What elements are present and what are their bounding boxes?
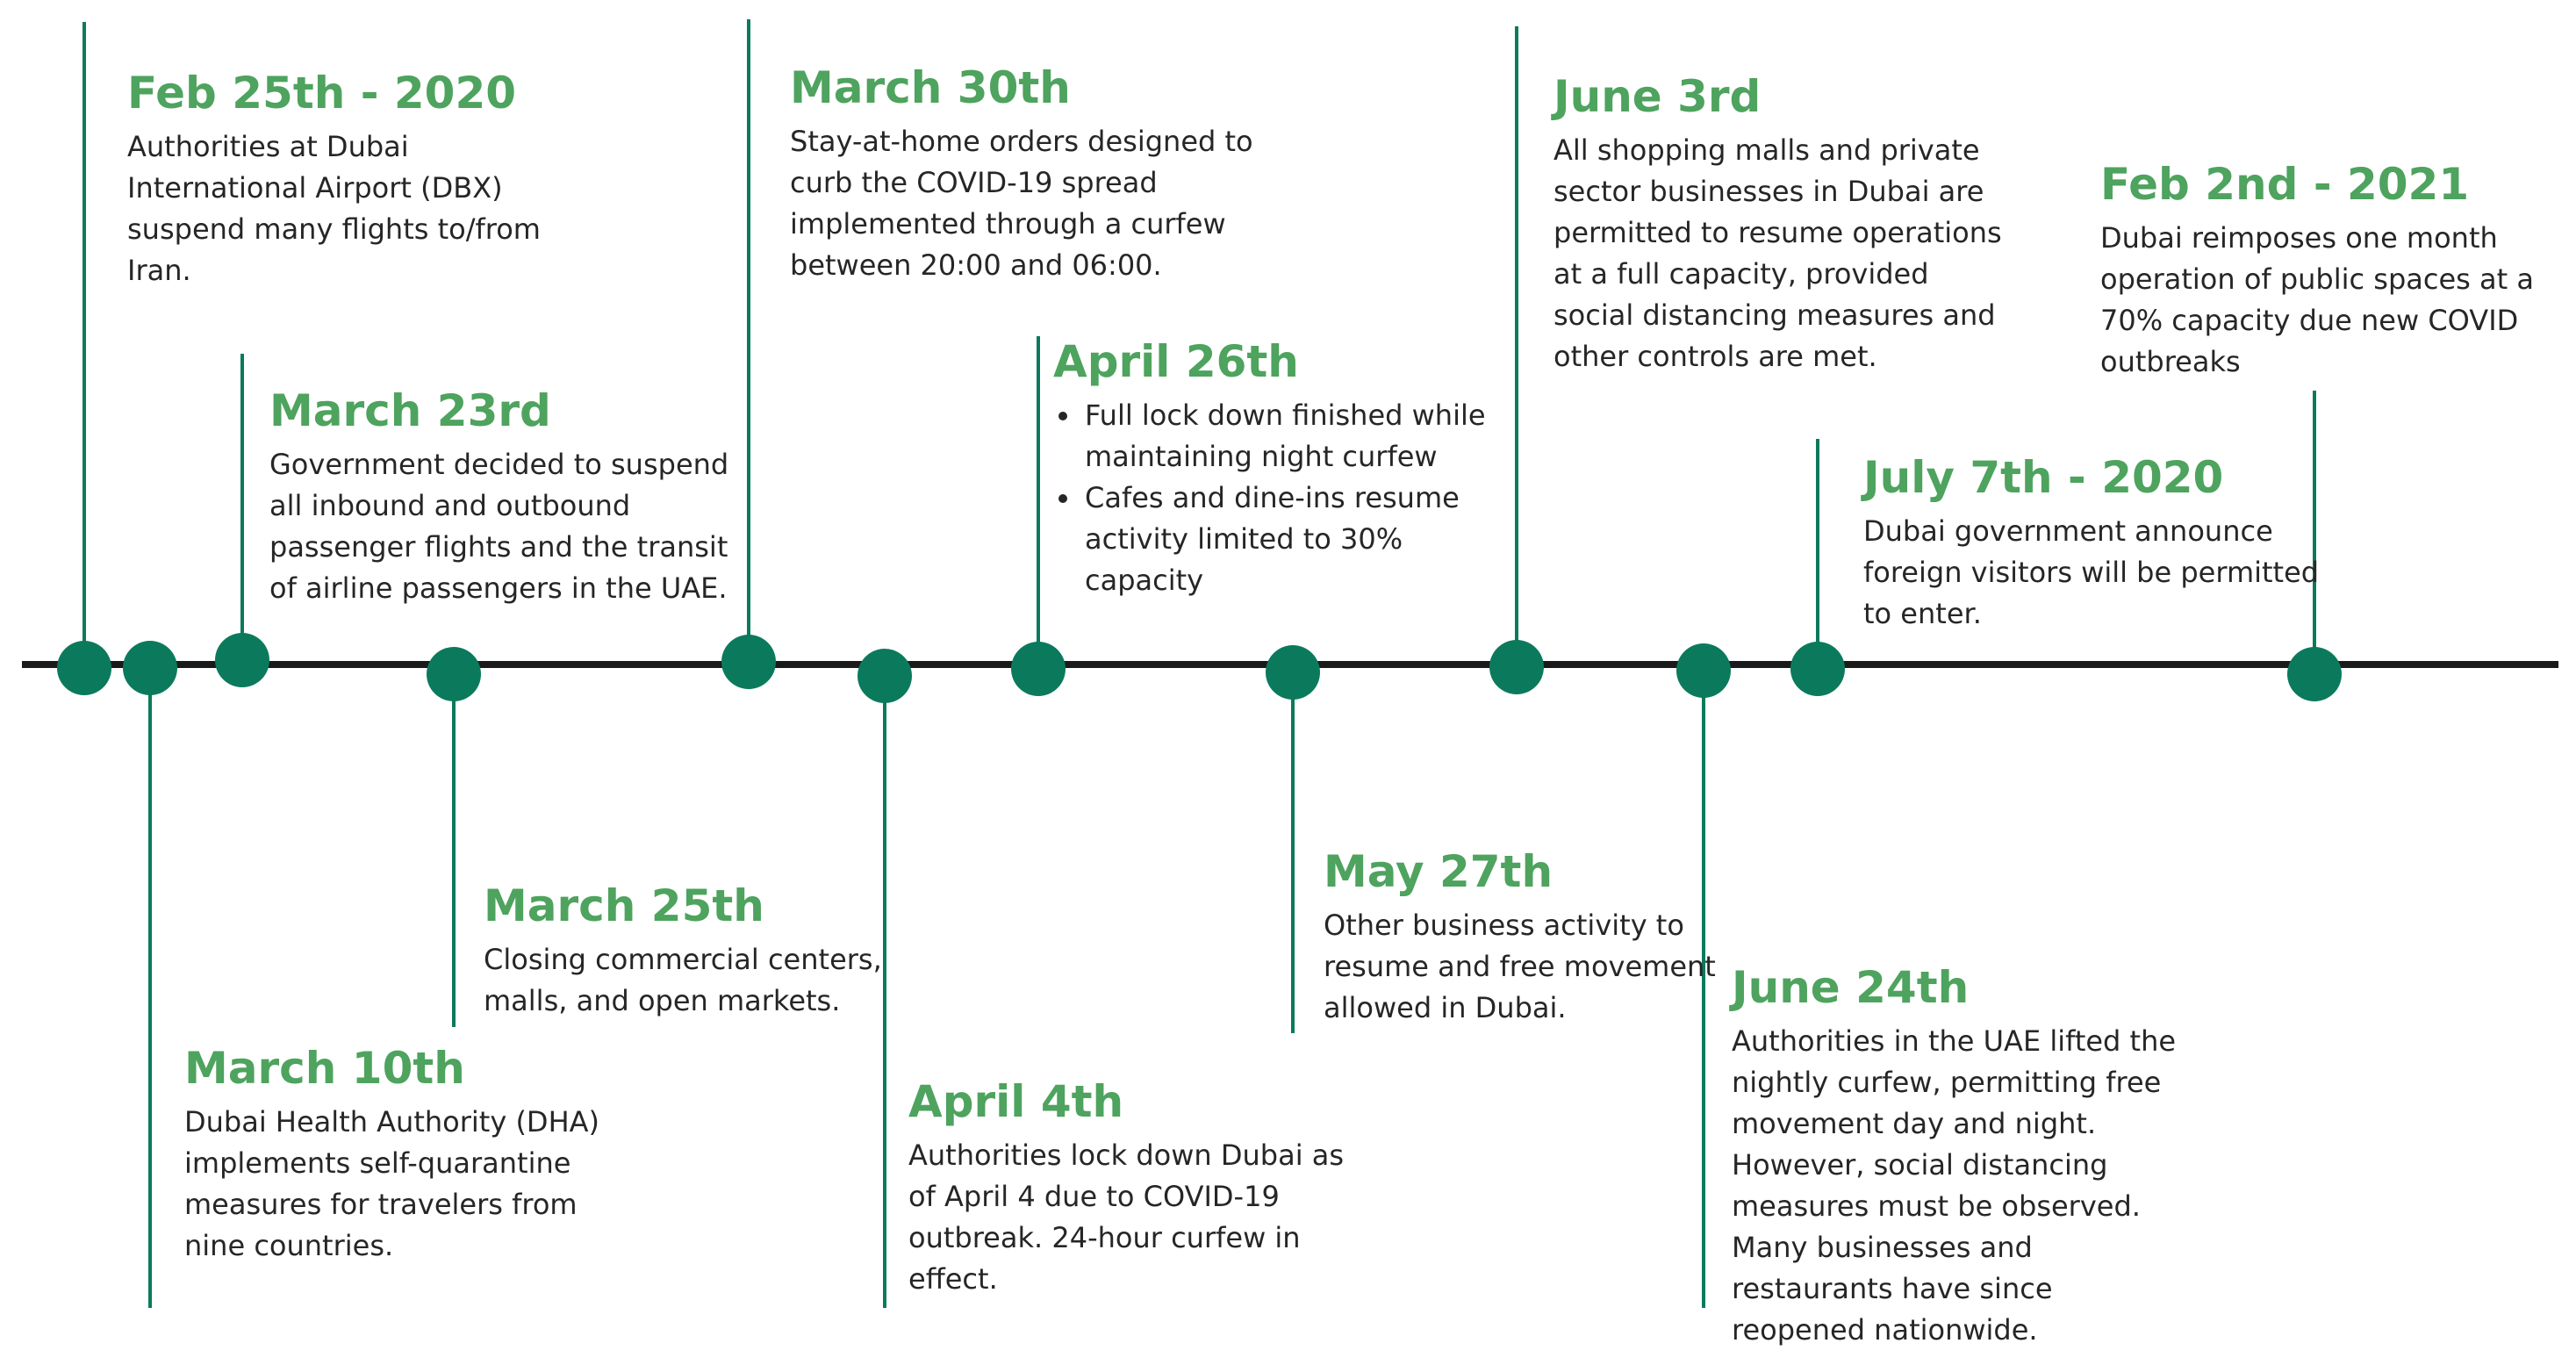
event-description: Dubai reimposes one month operation of public spaces at a 70% capacity due new COVID outbreaks — [2100, 221, 2534, 378]
event-date: April 4th — [908, 1076, 1124, 1127]
connector-jul7 — [1816, 439, 1819, 663]
event-description: Stay-at-home orders designed to curb the COVID-19 spread implemented through a curfew between 20:00 and 06:00. — [790, 125, 1253, 282]
event-feb25 — [127, 67, 584, 291]
event-description: Authorities at Dubai International Airport (DBX) suspend many flights to/from Iran. — [127, 130, 541, 287]
event-feb2 — [2100, 158, 2570, 383]
marker-feb25 — [57, 641, 111, 695]
event-date: April 26th — [1053, 336, 1299, 387]
marker-jun3 — [1489, 640, 1544, 694]
marker-jun24 — [1676, 643, 1731, 698]
connector-mar30 — [747, 19, 750, 663]
event-date: March 25th — [484, 880, 764, 931]
event-bullet-list — [1053, 395, 1510, 601]
connector-apr26 — [1037, 336, 1040, 663]
event-mar25 — [484, 880, 905, 1022]
marker-mar23 — [215, 633, 269, 687]
event-apr4 — [908, 1075, 1365, 1300]
connector-mar25 — [452, 664, 456, 1027]
event-jul7 — [1863, 451, 2337, 635]
event-jun24 — [1732, 961, 2188, 1351]
event-date: July 7th - 2020 — [1863, 452, 2224, 503]
marker-jul7 — [1790, 642, 1845, 696]
event-date: March 23rd — [269, 385, 551, 436]
event-description: Dubai government announce foreign visitors will be permitted to enter. — [1863, 514, 2320, 630]
event-description: Dubai Health Authority (DHA) implements self-quarantine measures for travelers from nine countries. — [184, 1105, 599, 1262]
event-description: All shopping malls and private sector businesses in Dubai are permitted to resume operations at a full capacity, provided social distancing measures and other controls are met. — [1553, 133, 2002, 373]
event-date: March 30th — [790, 62, 1071, 113]
marker-mar10 — [123, 641, 177, 695]
connector-feb25 — [83, 22, 86, 663]
marker-mar25 — [427, 647, 481, 701]
connector-mar23 — [240, 354, 244, 663]
connector-mar10 — [148, 664, 152, 1308]
event-mar23 — [269, 384, 743, 609]
event-description: Other business activity to resume and free movement allowed in Dubai. — [1324, 909, 1716, 1024]
event-description: Authorities in the UAE lifted the nightly curfew, permitting free movement day and night. However, social distancing measures must be observed. Many businesses and restaurants have since reopened nationwide. — [1732, 1024, 2177, 1347]
event-description: Closing commercial centers, malls, and open markets. — [484, 943, 882, 1017]
event-jun3 — [1553, 70, 2010, 377]
event-date: May 27th — [1324, 846, 1553, 897]
event-bullet: Full lock down finished while maintaining night curfew — [1085, 395, 1510, 478]
connector-may27 — [1291, 664, 1295, 1033]
event-date: June 24th — [1732, 962, 1970, 1013]
marker-apr26 — [1011, 642, 1066, 696]
event-mar30 — [790, 61, 1281, 286]
marker-may27 — [1266, 645, 1320, 700]
connector-jun3 — [1515, 26, 1518, 663]
event-date: March 10th — [184, 1043, 465, 1094]
event-apr26 — [1053, 335, 1510, 601]
event-date: Feb 25th - 2020 — [127, 68, 517, 119]
event-bullet: Cafes and dine-ins resume activity limited to 30% capacity — [1085, 478, 1510, 601]
marker-feb2 — [2287, 647, 2342, 701]
event-may27 — [1324, 845, 1719, 1029]
event-description: Authorities lock down Dubai as of April 4 due to COVID-19 outbreak. 24-hour curfew in effect. — [908, 1139, 1345, 1296]
marker-apr4 — [857, 649, 912, 703]
event-description: Government decided to suspend all inbound and outbound passenger flights and the transit of airline passengers in the UAE. — [269, 448, 729, 605]
event-date: Feb 2nd - 2021 — [2100, 159, 2470, 210]
event-date: June 3rd — [1553, 71, 1762, 122]
event-mar10 — [184, 1042, 641, 1267]
marker-mar30 — [721, 635, 776, 689]
